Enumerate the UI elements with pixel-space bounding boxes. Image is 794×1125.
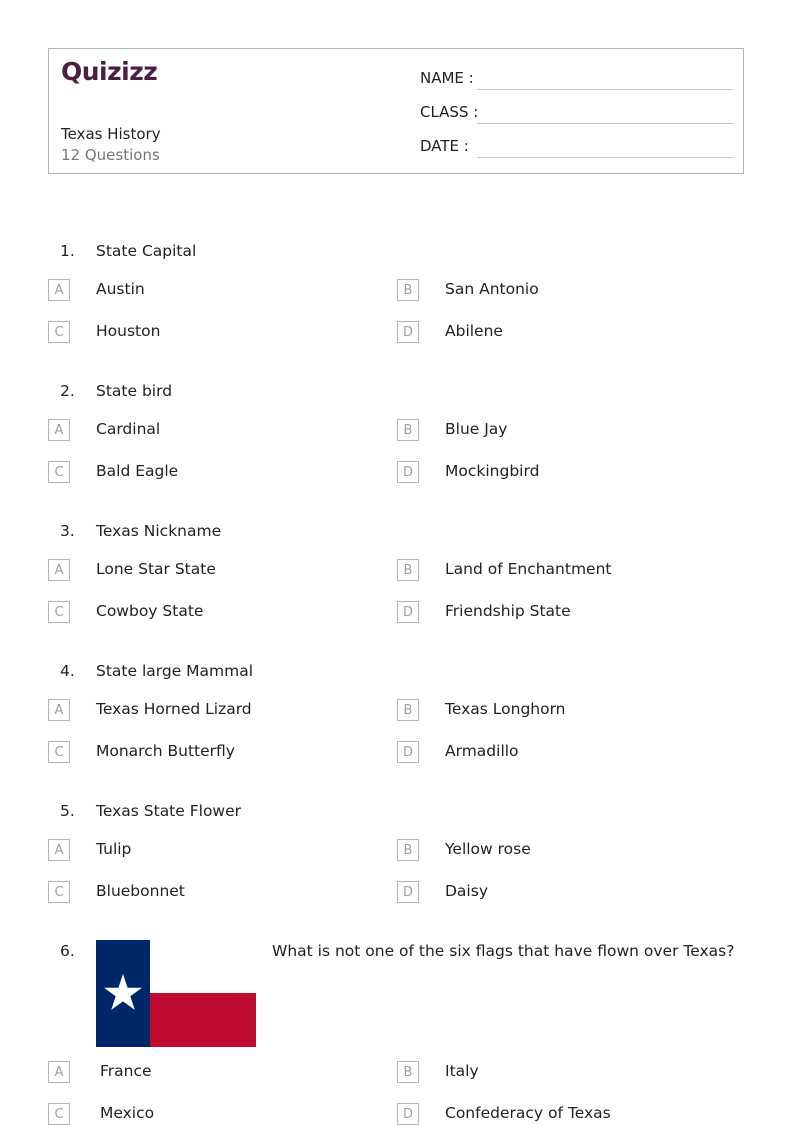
option-text: Austin	[96, 280, 145, 298]
quizizz-logo: Quizizz	[61, 57, 158, 86]
question-number: 5.	[60, 802, 75, 820]
option-letter-box[interactable]: C	[48, 321, 70, 343]
option-letter-box[interactable]: C	[48, 601, 70, 623]
question-number: 1.	[60, 242, 75, 260]
option-text: Lone Star State	[96, 560, 216, 578]
option-text: Cardinal	[96, 420, 161, 438]
option-text: Abilene	[445, 322, 503, 340]
question-number: 2.	[60, 382, 75, 400]
option-letter-box[interactable]: D	[397, 881, 419, 903]
option-text: Mexico	[100, 1104, 155, 1122]
option-text: Bluebonnet	[96, 882, 185, 900]
option-text: Texas Horned Lizard	[96, 700, 252, 718]
option-letter-box[interactable]: A	[48, 559, 70, 581]
option-letter-box[interactable]: A	[48, 279, 70, 301]
option-letter-box[interactable]: B	[397, 419, 419, 441]
option-letter-box[interactable]: C	[48, 461, 70, 483]
class-line	[477, 123, 733, 124]
option-letter-box[interactable]: C	[48, 881, 70, 903]
option-text: Tulip	[96, 840, 132, 858]
option-text: France	[100, 1062, 152, 1080]
option-text: Italy	[445, 1062, 479, 1080]
option-letter-box[interactable]: D	[397, 461, 419, 483]
option-letter-box[interactable]: D	[397, 321, 419, 343]
quiz-title: Texas History	[61, 125, 161, 143]
option-text: Cowboy State	[96, 602, 204, 620]
question-text: Texas State Flower	[96, 802, 242, 820]
date-line	[477, 157, 733, 158]
worksheet-header	[48, 48, 744, 174]
option-text: Monarch Butterfly	[96, 742, 235, 760]
option-letter-box[interactable]: A	[48, 699, 70, 721]
question-count: 12 Questions	[61, 146, 160, 164]
option-letter-box[interactable]: D	[397, 741, 419, 763]
question-number: 4.	[60, 662, 75, 680]
option-text: Houston	[96, 322, 161, 340]
option-letter-box[interactable]: D	[397, 1103, 419, 1125]
question-text: State Capital	[96, 242, 197, 260]
option-letter-box[interactable]: A	[48, 419, 70, 441]
option-text: Mockingbird	[445, 462, 540, 480]
option-text: Friendship State	[445, 602, 571, 620]
option-letter-box[interactable]: B	[397, 699, 419, 721]
option-text: San Antonio	[445, 280, 539, 298]
option-text: Confederacy of Texas	[445, 1104, 611, 1122]
option-text: Armadillo	[445, 742, 519, 760]
question-number: 6.	[60, 942, 75, 960]
option-letter-box[interactable]: B	[397, 279, 419, 301]
texas-flag-image	[96, 940, 256, 1047]
question-text: Texas Nickname	[96, 522, 222, 540]
option-letter-box[interactable]: B	[397, 1061, 419, 1083]
option-text: Yellow rose	[445, 840, 531, 858]
option-letter-box[interactable]: C	[48, 741, 70, 763]
option-letter-box[interactable]: C	[48, 1103, 70, 1125]
option-text: Bald Eagle	[96, 462, 179, 480]
option-text: Texas Longhorn	[445, 700, 566, 718]
option-letter-box[interactable]: A	[48, 1061, 70, 1083]
question-text: State bird	[96, 382, 173, 400]
question-text: State large Mammal	[96, 662, 254, 680]
option-letter-box[interactable]: B	[397, 839, 419, 861]
class-label: CLASS :	[420, 103, 479, 121]
option-text: Daisy	[445, 882, 488, 900]
date-label: DATE :	[420, 137, 469, 155]
question-text: What is not one of the six flags that have flown over Texas?	[272, 942, 735, 960]
option-text: Land of Enchantment	[445, 560, 612, 578]
flag-red-stripe	[149, 993, 256, 1047]
name-line	[477, 89, 733, 90]
option-letter-box[interactable]: B	[397, 559, 419, 581]
question-number: 3.	[60, 522, 75, 540]
option-letter-box[interactable]: A	[48, 839, 70, 861]
option-letter-box[interactable]: D	[397, 601, 419, 623]
name-label: NAME :	[420, 69, 474, 87]
option-text: Blue Jay	[445, 420, 508, 438]
